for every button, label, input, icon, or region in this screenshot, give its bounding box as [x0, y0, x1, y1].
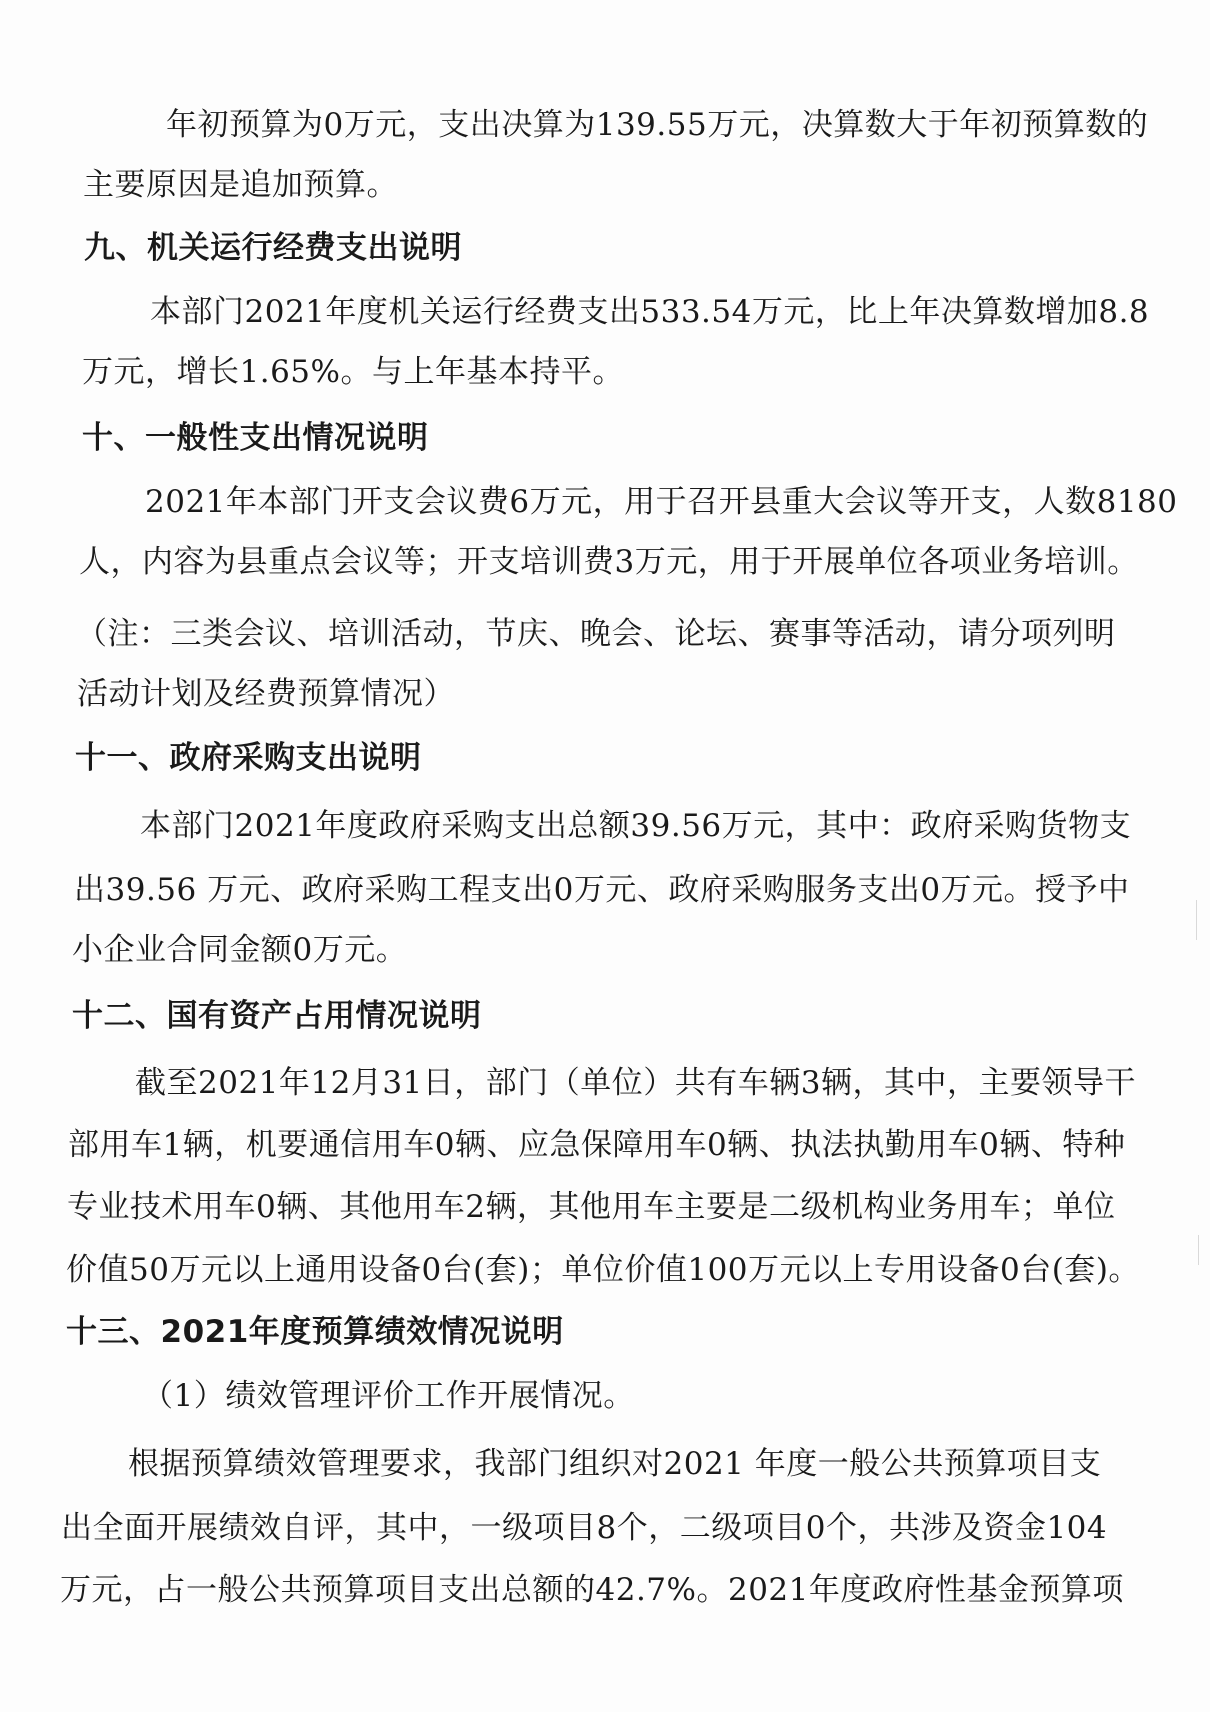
paragraph-line: 截至2021年12月31日，部门（单位）共有车辆3辆，其中，主要领导干 [135, 1065, 1137, 1101]
paragraph-line: 部用车1辆，机要通信用车0辆、应急保障用车0辆、执法执勤用车0辆、特种 [68, 1127, 1126, 1163]
paragraph-line: 主要原因是追加预算。 [83, 167, 398, 203]
section-heading-10: 十、一般性支出情况说明 [82, 420, 429, 456]
paragraph-line: 小企业合同金额0万元。 [72, 932, 408, 968]
paragraph-line: 人，内容为县重点会议等；开支培训费3万元，用于开展单位各项业务培训。 [79, 544, 1139, 580]
paragraph-line: 2021年本部门开支会议费6万元，用于召开县重大会议等开支，人数8180 [145, 484, 1178, 520]
section-heading-12: 十二、国有资产占用情况说明 [72, 998, 482, 1034]
paragraph-line: 价值50万元以上通用设备0台(套)；单位价值100万元以上专用设备0台(套)。 [66, 1252, 1140, 1288]
section-heading-13: 十三、2021年度预算绩效情况说明 [66, 1314, 564, 1350]
section-heading-9: 九、机关运行经费支出说明 [84, 230, 462, 266]
paragraph-line: 万元，占一般公共预算项目支出总额的42.7%。2021年度政府性基金预算项 [60, 1572, 1124, 1608]
scan-artifact [1198, 1235, 1199, 1265]
paragraph-line: 根据预算绩效管理要求，我部门组织对2021 年度一般公共预算项目支 [128, 1446, 1102, 1482]
paragraph-line: 出39.56 万元、政府采购工程支出0万元、政府采购服务支出0万元。授予中 [74, 872, 1130, 908]
paragraph-line: 年初预算为0万元，支出决算为139.55万元，决算数大于年初预算数的 [166, 107, 1149, 143]
scan-artifact [1196, 900, 1197, 940]
note-line: （注：三类会议、培训活动，节庆、晚会、论坛、赛事等活动，请分项列明 [76, 616, 1116, 652]
paragraph-line: 万元，增长1.65%。与上年基本持平。 [82, 354, 624, 390]
subsection-heading: （1）绩效管理评价工作开展情况。 [142, 1378, 635, 1414]
paragraph-line: 出全面开展绩效自评，其中，一级项目8个，二级项目0个，共涉及资金104 [61, 1510, 1108, 1546]
paragraph-line: 本部门2021年度机关运行经费支出533.54万元，比上年决算数增加8.8 [150, 294, 1150, 330]
paragraph-line: 专业技术用车0辆、其他用车2辆，其他用车主要是二级机构业务用车；单位 [67, 1189, 1116, 1225]
section-heading-11: 十一、政府采购支出说明 [75, 740, 422, 776]
paragraph-line: 本部门2021年度政府采购支出总额39.56万元，其中：政府采购货物支 [140, 808, 1132, 844]
note-line: 活动计划及经费预算情况） [77, 676, 455, 712]
